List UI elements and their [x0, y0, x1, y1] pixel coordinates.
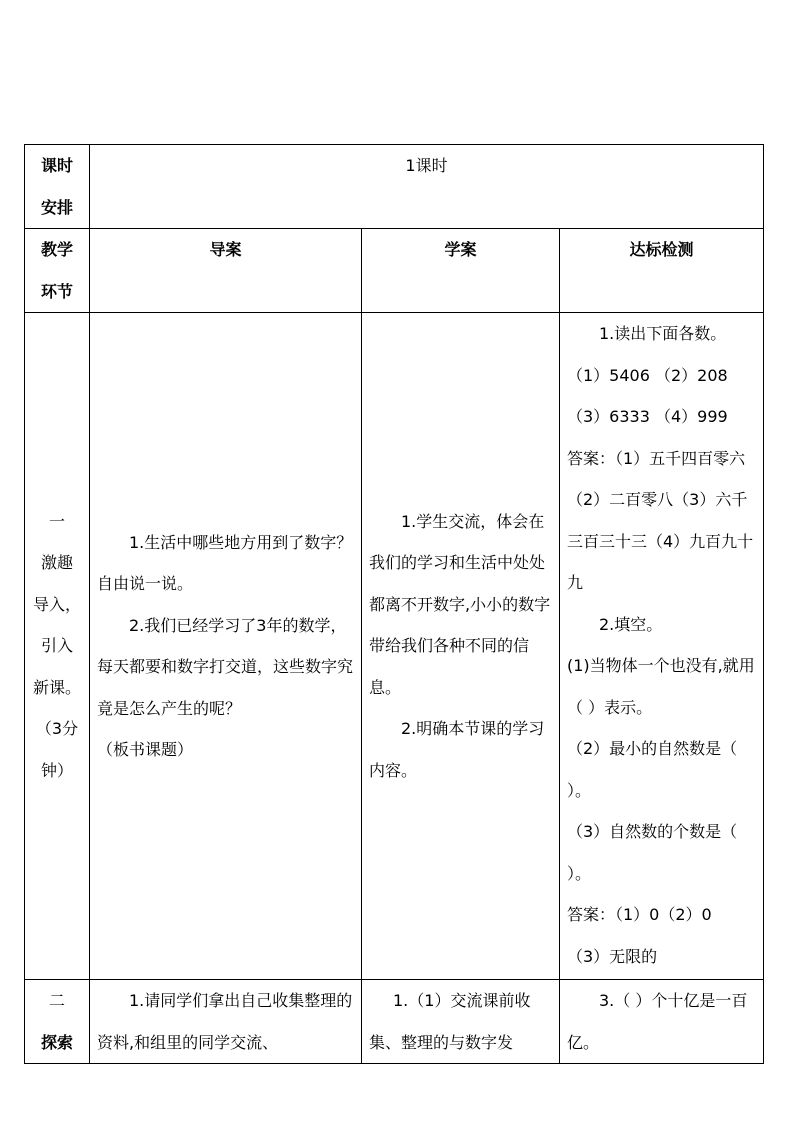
row-stage-one — [25, 313, 764, 980]
check-item: （1）5406 （2）208 — [567, 365, 728, 385]
check-item: （3）6333 （4）999 — [567, 407, 728, 426]
row-lesson-time — [25, 145, 764, 229]
teaching-stage-header-line1: 教学 — [40, 240, 73, 259]
stage-one-guide — [90, 313, 362, 980]
stage-one-label-line: 新课。 — [32, 677, 81, 697]
stage-one-label-line: 激趣 — [40, 553, 73, 573]
stage-one-label-line: 一 — [48, 511, 65, 531]
stage-one-label-line: 引入 — [40, 636, 73, 656]
stage-one-label-line: （3分 — [35, 719, 79, 739]
lesson-time-value: 1课时 — [90, 145, 764, 229]
guide-item: 1.生活中哪些地方用到了数字？自由说一说。 — [97, 532, 353, 593]
check-item: 答案：（1）五千四百零六 （2）二百零八（3）六千三百三十三（4）九百九十九 — [567, 448, 754, 592]
check-item: 2.填空。 — [599, 614, 663, 634]
lesson-time-header-line1: 课时 — [40, 156, 73, 175]
teaching-stage-header — [25, 229, 90, 313]
check-item: （3）无限的 — [567, 946, 658, 966]
stage-one-study — [362, 313, 560, 980]
stage-two-label-line: 探索 — [40, 1032, 73, 1052]
guide-item: 1.请同学们拿出自己收集整理的资料,和组里的同学交流、 — [97, 991, 353, 1052]
row-stage-two — [25, 980, 764, 1064]
row-column-headers — [25, 229, 764, 313]
guide-plan-header: 导案 — [90, 229, 362, 313]
check-item: （2）最小的自然数是（ ）。 — [567, 739, 738, 800]
study-item: 1.学生交流，体会在我们的学习和生活中处处都离不开数字,小小的数字带给我们各种不同的信息。 — [369, 511, 551, 697]
study-plan-header: 学案 — [362, 229, 560, 313]
stage-two-study — [362, 980, 560, 1064]
stage-two-guide — [90, 980, 362, 1064]
check-item: 3.（ ）个十亿是一百亿。 — [567, 991, 748, 1052]
check-item: （3）自然数的个数是（ ）。 — [567, 822, 738, 883]
check-item: (1)当物体一个也没有,就用（ ）表示。 — [567, 656, 755, 717]
lesson-time-header-line2: 安排 — [40, 197, 73, 217]
stage-one-assessment — [560, 313, 764, 980]
study-item: 1.（1）交流课前收集、整理的与数字发 — [369, 991, 531, 1052]
guide-item: （板书课题） — [97, 740, 194, 759]
assessment-header: 达标检测 — [560, 229, 764, 313]
stage-two-label-line: 二 — [48, 991, 65, 1010]
stage-two-label — [25, 980, 90, 1064]
study-item: 2.明确本节课的学习内容。 — [369, 719, 545, 780]
check-item: 答案：（1）0（2）0 — [567, 905, 712, 924]
lesson-plan-table — [24, 144, 764, 1064]
guide-item: 2.我们已经学习了3年的数学，每天都要和数字打交道，这些数字究竟是怎么产生的呢？ — [97, 615, 354, 718]
stage-one-label-line: 钟） — [40, 760, 73, 780]
check-item: 1.读出下面各数。 — [599, 324, 727, 343]
stage-one-label — [25, 313, 90, 980]
stage-two-assessment — [560, 980, 764, 1064]
teaching-stage-header-line2: 环节 — [40, 281, 73, 301]
lesson-time-header — [25, 145, 90, 229]
stage-one-label-line: 导入， — [32, 594, 81, 614]
